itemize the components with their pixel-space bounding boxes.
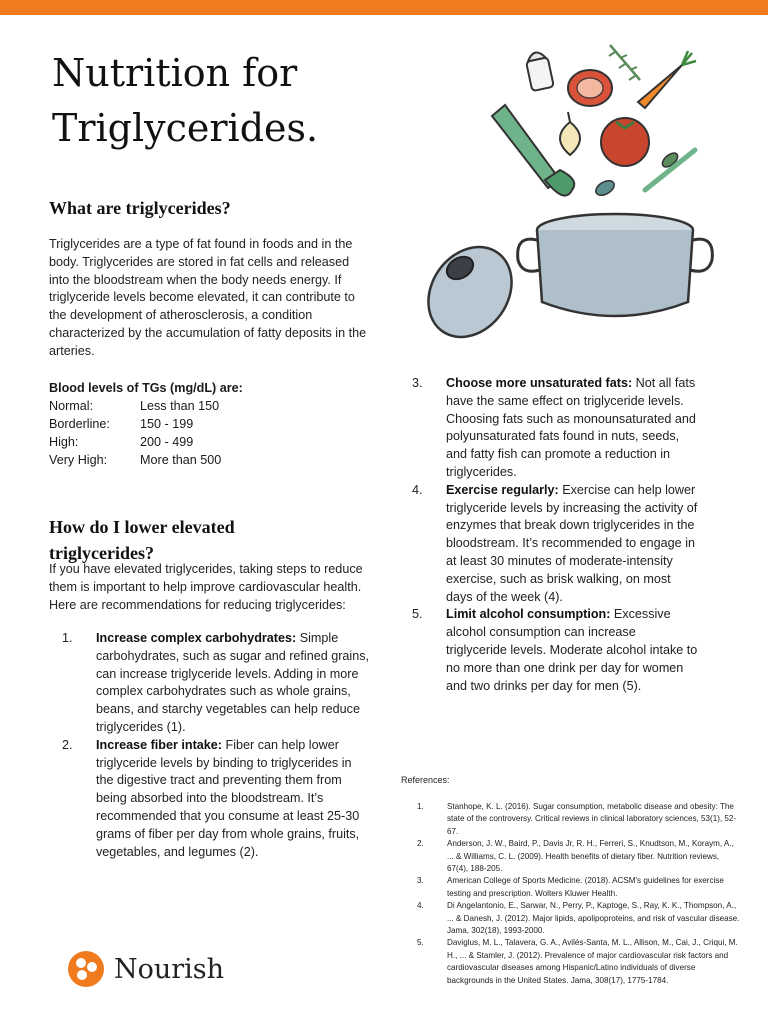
blood-levels-heading: Blood levels of TGs (mg/dL) are: — [49, 381, 243, 395]
blood-level-label: Borderline: — [49, 417, 110, 431]
recommendation-number: 4. — [412, 482, 423, 497]
blood-level-row — [49, 433, 243, 451]
recommendation-text — [96, 737, 370, 862]
reference-text: Stanhope, K. L. (2016). Sugar consumption, metabolic disease and obesity: The state of the controversy. Critical reviews in clinical laboratory sciences, 53(1), 52-67. — [447, 802, 737, 836]
page-title: Nutrition for Triglycerides. — [52, 51, 319, 150]
reference-item — [417, 900, 741, 937]
recommendation-title: Increase complex carbohydrates: — [96, 631, 297, 645]
recommendation-number: 3. — [412, 376, 423, 390]
blood-level-value: More than 500 — [140, 453, 222, 467]
reference-item — [417, 937, 741, 987]
recommendation-item — [400, 375, 700, 482]
tomato-icon — [601, 118, 649, 166]
recommendation-item — [50, 737, 370, 862]
recommendation-text — [446, 606, 700, 695]
reference-text: Di Angelantonio, E., Sarwar, N., Perry, P., Kaptoge, S., Ray, K. K., Thompson, A., ... & Danesh, J. (2012). Major lipids, apolipoproteins, and risk of vascular disease. Jama, 302(18), 1993-2000. — [447, 901, 740, 936]
blood-levels-table — [49, 379, 243, 469]
references-heading: References: — [401, 775, 450, 785]
recommendation-number: 1. — [62, 631, 73, 645]
brand-logo — [68, 951, 224, 987]
herb-sprig-icon — [610, 45, 640, 80]
section-heading-how: How do I lower elevated triglycerides? — [49, 517, 235, 563]
nourish-logo-icon — [68, 951, 104, 987]
celery-icon — [492, 105, 574, 196]
recommendation-body: Simple carbohydrates, such as sugar and refined grains, can increase triglyceride levels. Adding in more complex carbohydrates such as whole grains, beans, and starchy vegetables can help reduce triglycerides (1). — [96, 631, 370, 734]
blood-level-label: Very High: — [49, 453, 108, 467]
onion-icon — [560, 112, 580, 155]
section-heading-what: What are triglycerides? — [49, 198, 231, 218]
cooking-pot-icon — [518, 214, 713, 316]
recommendation-item — [400, 482, 700, 607]
blood-level-row — [49, 397, 243, 415]
reference-item — [417, 875, 741, 900]
recommendation-text — [96, 630, 370, 737]
brand-name: Nourish — [114, 953, 225, 985]
recommendation-number: 5. — [412, 607, 423, 622]
blood-level-value: 150 - 199 — [140, 417, 194, 431]
blood-level-value: Less than 150 — [140, 399, 220, 413]
recommendation-text — [446, 375, 700, 482]
tomato-slice-icon — [568, 70, 612, 106]
reference-item — [417, 838, 741, 875]
blood-level-value: 200 - 499 — [140, 435, 194, 449]
section-body-what: Triglycerides are a type of fat found in foods and in the body. Triglycerides are stored in fat cells and released into the bloodstream when the body needs energy. If triglyceride levels become elevated, it can contribute to the development of atherosclerosis, a condition characterized by the accumulation of fatty deposits in the arteries. — [49, 237, 367, 358]
recommendation-item — [50, 630, 370, 737]
recommendation-body: Fiber can help lower triglyceride levels by binding to triglycerides in the digestive tract and preventing them from being absorbed into the bloodstream. It’s recommended that you consume at least 25-30 grams of fiber per day from whole grains, fruits, vegetables, and legumes (2). — [96, 737, 360, 859]
recommendation-body: Not all fats have the same effect on triglyceride levels. Choosing fats such as monounsaturated and polyunsaturated fats found in nuts, seeds, and fatty fish can promote a reduction in triglycerides. — [446, 376, 696, 479]
recommendation-number: 2. — [62, 737, 73, 752]
recommendations-list-left — [50, 630, 370, 861]
recommendation-title: Increase fiber intake: — [96, 737, 222, 752]
carrot-icon — [638, 51, 696, 108]
recommendation-title: Choose more unsaturated fats: — [446, 376, 633, 390]
reference-text: American College of Sports Medicine. (2018). ACSM's guidelines for exercise testing and prescription. Wolters Kluwer Health. — [447, 876, 724, 898]
recommendations-list-right — [400, 375, 700, 695]
reference-number: 2. — [417, 839, 424, 849]
pot-lid-icon — [420, 231, 529, 350]
leaf-icon — [593, 178, 616, 198]
reference-number: 5. — [417, 938, 424, 948]
blood-level-row — [49, 415, 243, 433]
recommendation-title: Exercise regularly: — [446, 482, 559, 497]
recommendation-title: Limit alcohol consumption: — [446, 607, 611, 622]
reference-text: Daviglus, M. L., Talavera, G. A., Avilés-Santa, M. L., Allison, M., Cai, J., Criqui, M. H., ... & Stamler, J. (2012). Prevalence of major cardiovascular risk factors and cardiovascular diseases among Hispanic/Latino individuals of diverse backgrounds in the United States. Jama, 308(17), 1775-1784. — [447, 938, 738, 985]
recommendation-body: Exercise can help lower triglyceride levels by increasing the activity of enzymes that break down triglycerides in the bloodstream. It’s recommended to engage in at least 30 minutes of moderate-intensity exercise, such as brisk walking, on most days of the week (4). — [446, 482, 698, 604]
reference-item — [417, 801, 741, 838]
blood-level-label: Normal: — [49, 399, 94, 413]
recommendation-text — [446, 482, 700, 607]
references-list — [401, 801, 741, 987]
reference-number: 4. — [417, 901, 424, 911]
section-body-how: If you have elevated triglycerides, taking steps to reduce them is important to help improve cardiovascular health. Here are recommendations for reducing triglycerides: — [49, 562, 363, 612]
recommendation-body: Excessive alcohol consumption can increase triglyceride levels. Moderate alcohol intake to no more than one drink per day for women and two drinks per day for men (5). — [446, 607, 698, 693]
blood-level-label: High: — [49, 435, 79, 449]
reference-number: 3. — [417, 876, 424, 886]
blood-level-row — [49, 451, 243, 469]
reference-number: 1. — [417, 802, 424, 811]
vegetables-pot-illustration — [420, 30, 720, 350]
recommendation-item — [400, 606, 700, 695]
reference-text: Anderson, J. W., Baird, P., Davis Jr, R. H., Ferreri, S., Knudtson, M., Koraym, A., ... & Williams, C. L. (2009). Health benefits of dietary fiber. Nutrition reviews, 67(4), 188-205. — [447, 839, 734, 874]
top-accent-bar — [0, 0, 768, 15]
salt-shaker-icon — [525, 50, 554, 91]
